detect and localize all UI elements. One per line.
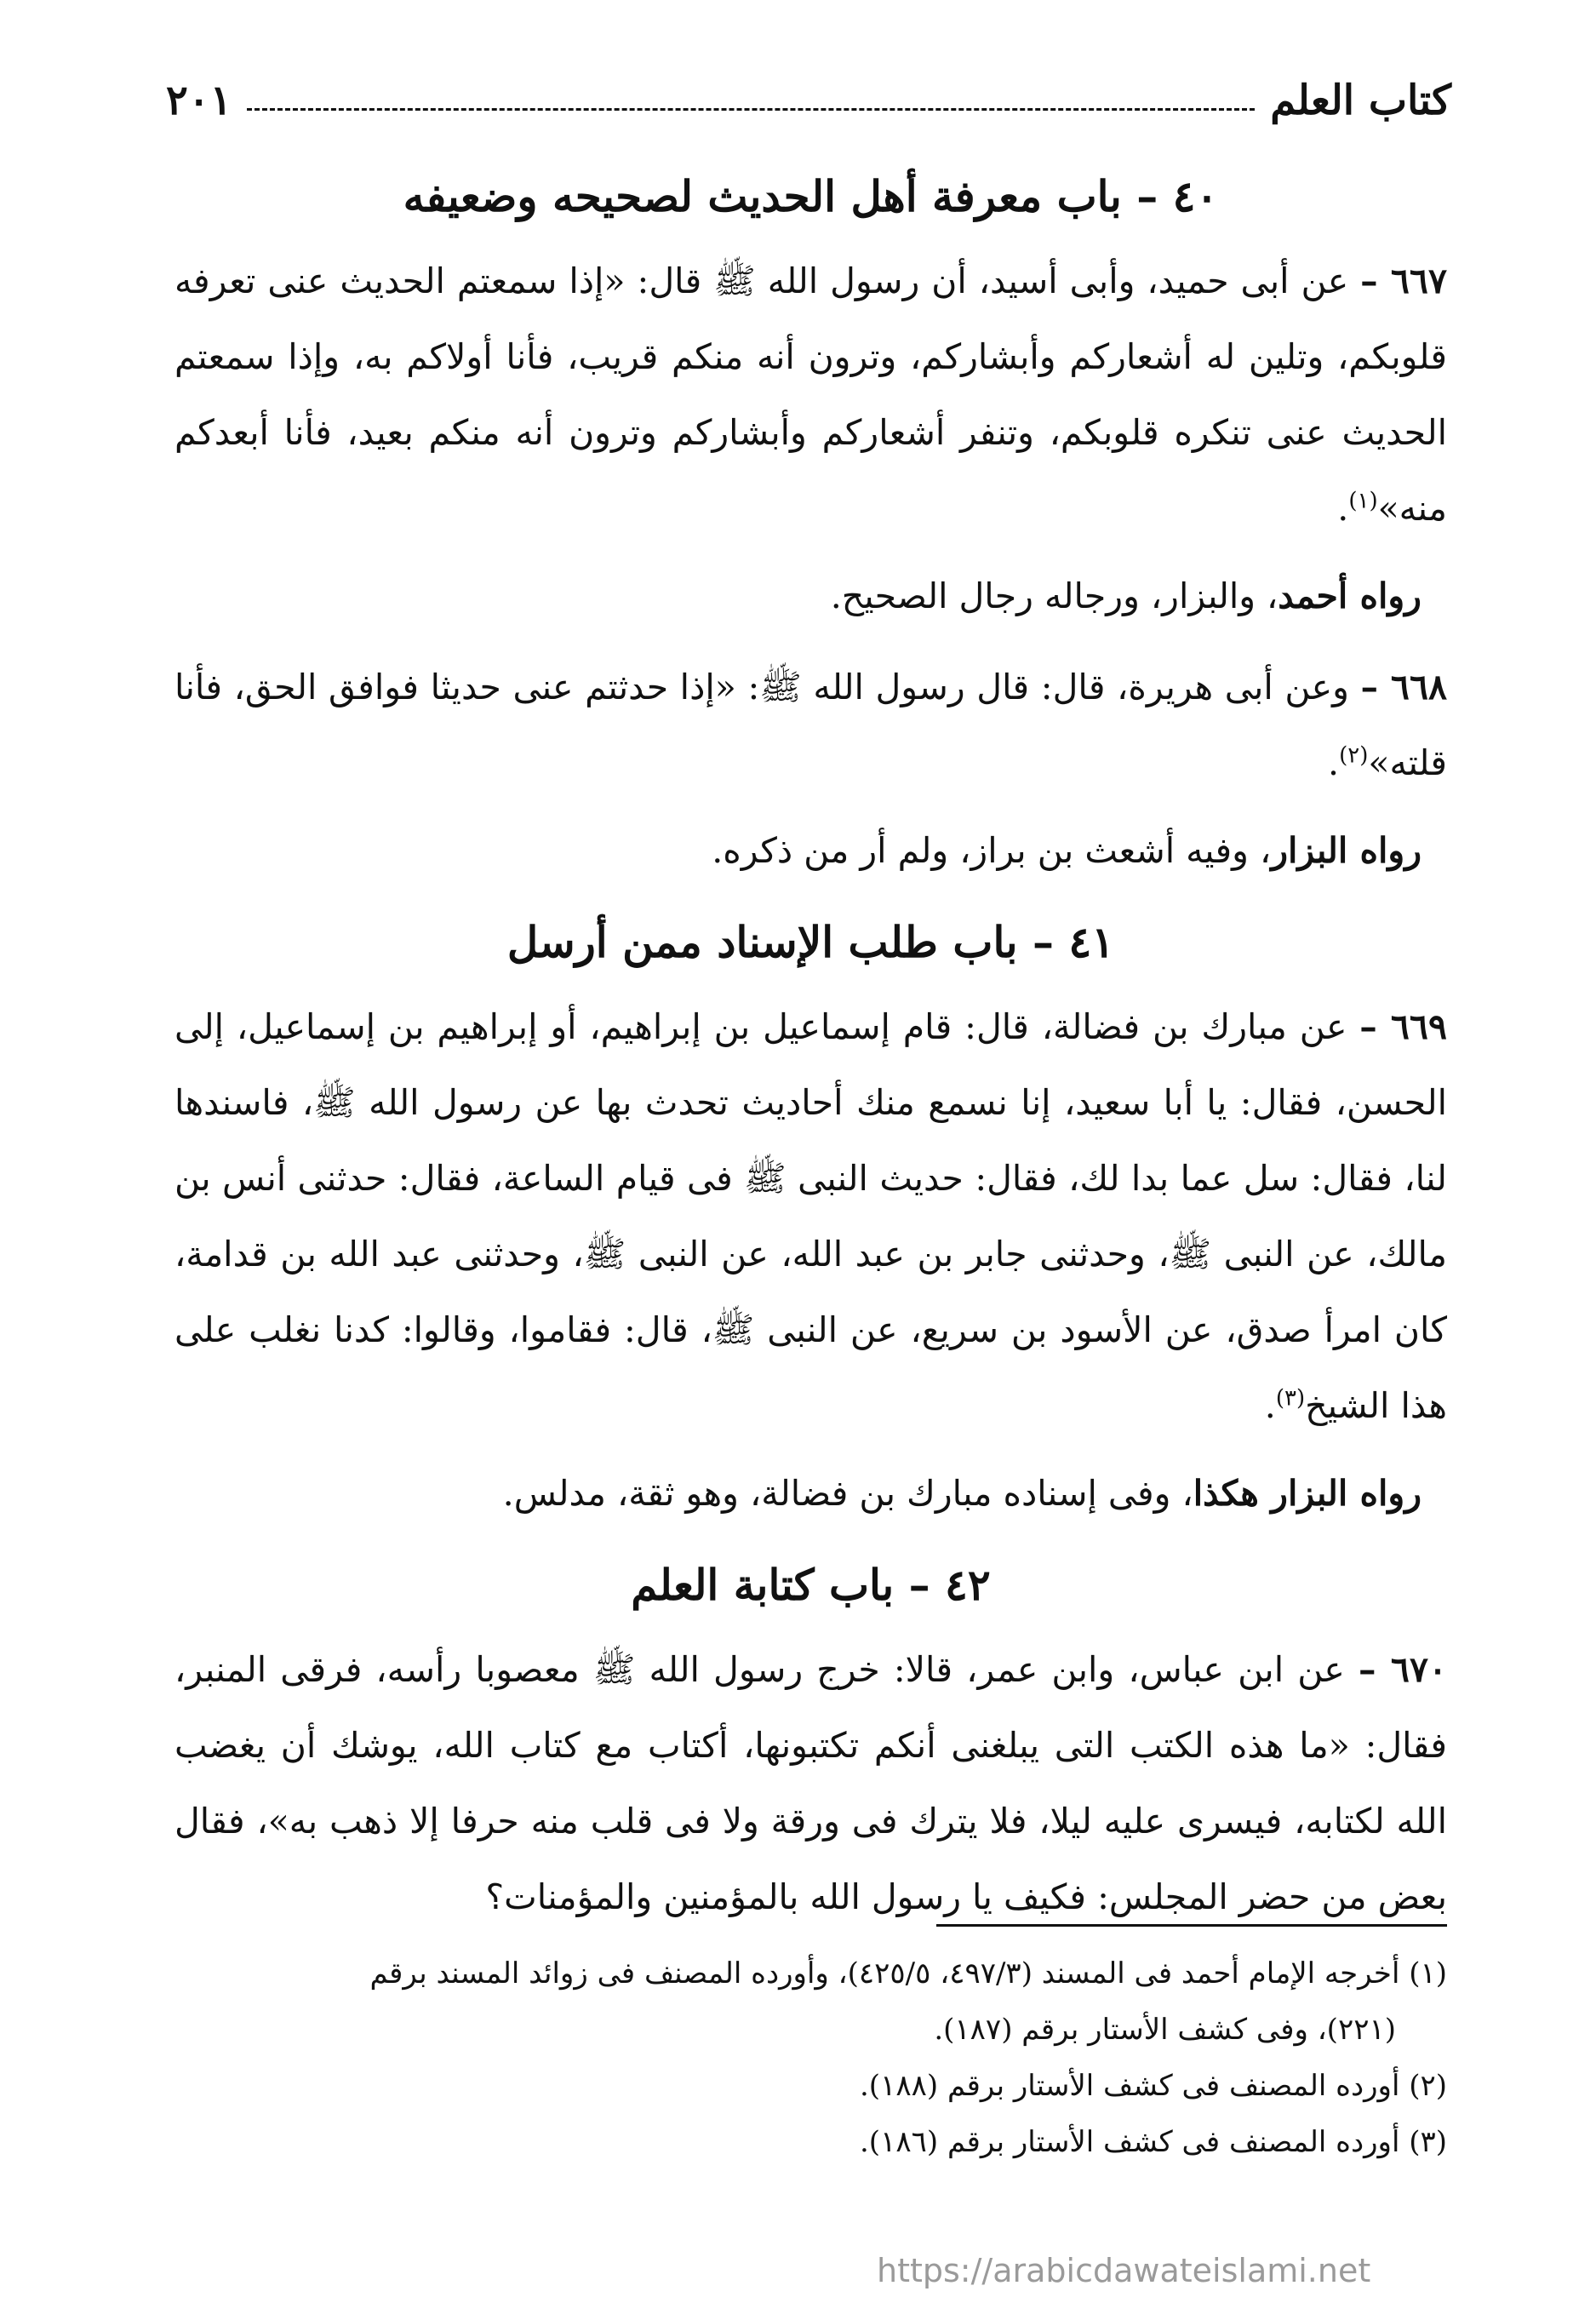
hadith-number: ٦٧٠ – — [1359, 1649, 1447, 1690]
hadith-670 — [174, 1632, 1447, 1935]
hadith-text: عن ابن عباس، وابن عمر، قالا: خرج رسول الله ﷺ معصوبا رأسه، فرقى المنبر، فقال: «ما هذه الكتب التى يبلغنى أنكم تكتبونها، أكتاب مع كتاب الله، يوشك أن يغضب الله لكتابه، فيسرى عليه ليلا، فلا يترك فى ورقة ولا فى قلب منه حرفا إلا ذهب به»، فقال بعض من حضر المجلس: فكيف يا رسول الله بالمؤمنين والمؤمنات؟ — [174, 1649, 1447, 1917]
note-text: ، والبزار، ورجاله رجال الصحيح. — [830, 576, 1279, 616]
footnote-3: (٣) أورده المصنف فى كشف الأستار برقم (١٨٦). — [860, 2125, 1447, 2159]
hadith-667 — [174, 243, 1447, 547]
book-title: كتاب العلم — [1270, 77, 1451, 124]
hadith-text: عن مبارك بن فضالة، قال: قام إسماعيل بن إبراهيم، أو إبراهيم بن إسماعيل، إلى الحسن، فقال: يا أبا سعيد، إنا نسمع منك أحاديث تحدث بها عن رسول الله ﷺ، فاسندها لنا، فقال: سل عما بدا لك، فقال: حديث النبى ﷺ فى قيام الساعة، فقال: حدثنى أنس بن مالك، عن النبى ﷺ، وحدثنى جابر بن عبد الله، عن النبى ﷺ، وحدثنى عبد الله بن قدامة، كان امرأ صدق، عن الأسود بن سريع، عن النبى ﷺ، قال: فقاموا، وقالوا: كدنا نغلب على هذا الشيخ — [174, 1006, 1447, 1426]
narration-note-668 — [174, 813, 1447, 889]
hadith-text: عن أبى حميد، وأبى أسيد، أن رسول الله ﷺ قال: «إذا سمعتم الحديث عنى تعرفه قلوبكم، وتلين له أشعاركم وأبشاركم، وترون أنه منكم قريب، فأنا أولاكم به، وإذا سمعتم الحديث عنى تنكره قلوبكم، وتنفر أشعاركم وأبشاركم وترون أنه منكم بعيد، فأنا أبعدكم منه» — [174, 261, 1447, 529]
note-text: ، وفى إسناده مبارك بن فضالة، وهو ثقة، مدلس. — [502, 1473, 1193, 1514]
hadith-number: ٦٦٧ – — [1360, 261, 1447, 301]
page-body — [174, 153, 1447, 1947]
narration-note-667 — [174, 559, 1447, 634]
narration-note-669 — [174, 1456, 1447, 1532]
chapter-heading-41: ٤١ – باب طلب الإسناد ممن أرسل — [506, 917, 1115, 967]
hadith-text: وعن أبى هريرة، قال: قال رسول الله ﷺ: «إذا حدثتم عنى حديثا فوافق الحق، فأنا قلته» — [174, 667, 1447, 783]
chapter-heading-42: ٤٢ – باب كتابة العلم — [631, 1560, 991, 1610]
running-head — [166, 75, 1451, 126]
footnotes — [174, 1945, 1447, 2170]
footnote-separator — [936, 1924, 1447, 1927]
note-lead: رواه البزار — [1271, 830, 1422, 871]
footnote-2: (٢) أورده المصنف فى كشف الأستار برقم (١٨٨). — [860, 2069, 1447, 2103]
page-number: ٢٠١ — [166, 77, 232, 124]
header-dashed-rule — [247, 108, 1255, 111]
hadith-end: . — [1264, 1385, 1276, 1426]
footnote-1-continued: (٢٢١)، وفى كشف الأستار برقم (١٨٧). — [934, 2013, 1396, 2047]
footnote-ref: (٣) — [1275, 1385, 1306, 1412]
note-lead: رواه أحمد — [1278, 576, 1422, 616]
note-lead: رواه البزار هكذا — [1193, 1473, 1422, 1514]
footnote-1: (١) أخرجه الإمام أحمد فى المسند (٤٩٧/٣، ٤٢٥/٥)، وأورده المصنف فى زوائد المسند برقم — [369, 1956, 1447, 1991]
hadith-number: ٦٦٩ – — [1359, 1006, 1447, 1047]
hadith-number: ٦٦٨ – — [1360, 667, 1447, 707]
hadith-668 — [174, 650, 1447, 801]
footnote-ref: (١) — [1348, 488, 1378, 514]
footnote-ref: (٢) — [1339, 742, 1369, 769]
hadith-end: . — [1328, 742, 1340, 783]
hadith-669 — [174, 989, 1447, 1444]
chapter-heading-40: ٤٠ – باب معرفة أهل الحديث لصحيحه وضعيفه — [403, 171, 1219, 221]
hadith-end: . — [1337, 488, 1349, 529]
note-text: ، وفيه أشعث بن براز، ولم أر من ذكره. — [712, 830, 1272, 871]
watermark-url: https://arabicdawateislami.net — [877, 2252, 1371, 2289]
